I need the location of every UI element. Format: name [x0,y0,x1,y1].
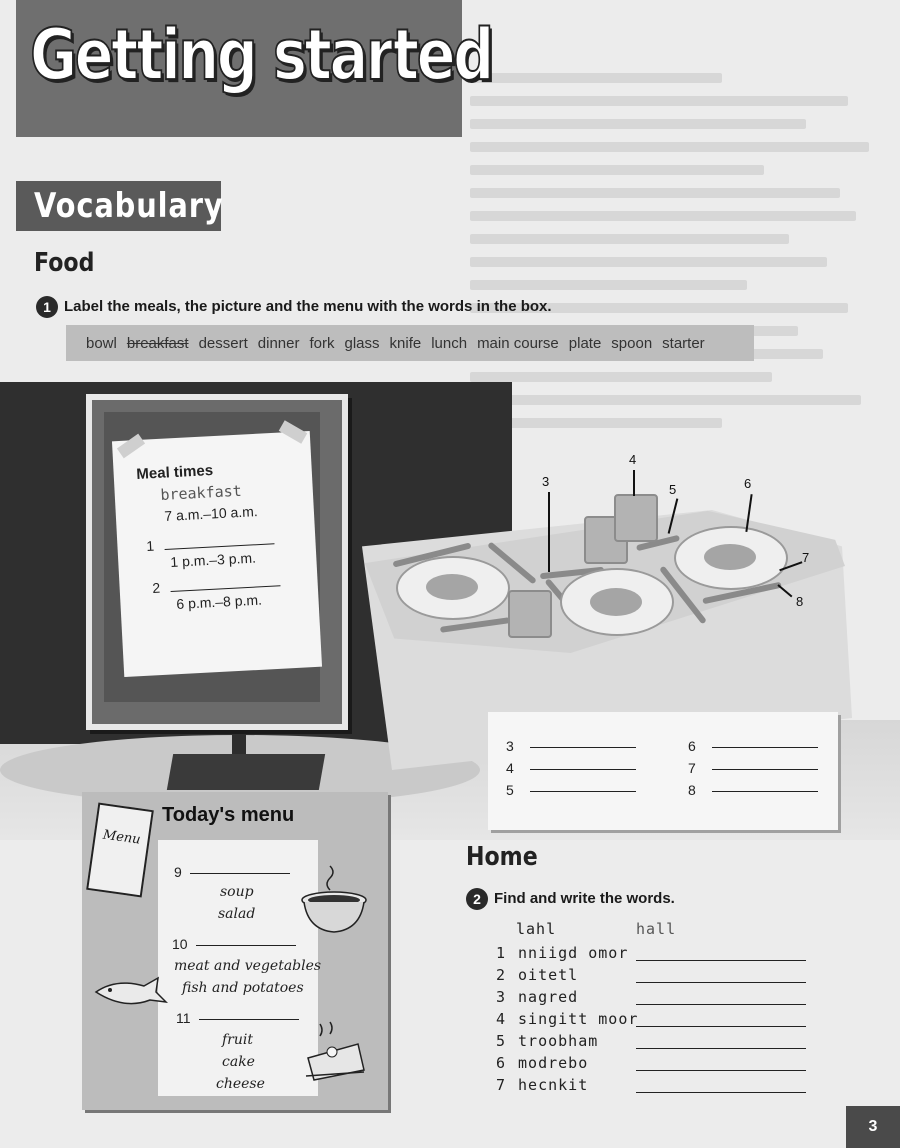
word-list [66,325,754,361]
answer-row [688,760,818,776]
leader-line [548,492,550,572]
page-title: Getting started [30,14,492,96]
picture-label: 7 [802,550,810,565]
answer-blank[interactable] [712,791,818,792]
menu-dish: cheese [216,1076,265,1092]
home-item [496,1010,638,1028]
glass-icon [508,590,552,638]
word-box-item: breakfast [126,334,189,352]
home-heading: Home [466,842,538,872]
instruction-text: Label the meals, the picture and the menu with the words in the box. [64,298,552,316]
leader-line [633,470,635,496]
word-box-item: main course [477,334,559,352]
answer-blank[interactable] [712,769,818,770]
meal-times-title: Meal times [136,461,214,483]
home-item-number: 2 [496,966,507,984]
bowl-icon [704,544,756,570]
picture-label: 6 [744,476,752,491]
answer-blank[interactable] [712,747,818,748]
answer-row [688,738,818,754]
menu-item-number [174,864,290,880]
word-box [66,325,754,361]
home-item-scrambled: oitetl [518,966,579,984]
answer-blank[interactable] [530,747,636,748]
answer-blank[interactable] [190,873,290,874]
word-box-item: knife [389,334,422,352]
menu-title: Today's menu [162,804,295,826]
answer-blank[interactable] [530,791,636,792]
answer-blank[interactable] [636,1048,806,1049]
word-box-item: spoon [611,334,653,352]
board-base [167,754,325,790]
home-item [496,966,578,984]
answer-row [506,738,636,754]
picture-label: 4 [629,452,637,467]
word-box-item: fork [309,334,335,352]
word-box-item: glass [344,334,380,352]
menu-number: 11 [176,1010,191,1026]
word-box-item: bowl [86,334,117,352]
picture-label: 8 [796,594,804,609]
example-answer: hall [636,920,677,938]
exercise-2-instruction [466,888,675,910]
answer-row [688,782,818,798]
answer-number: 7 [688,760,696,776]
answer-number: 4 [506,760,514,776]
answer-number: 6 [688,738,696,754]
answer-row [506,782,636,798]
word-box-item: starter [662,334,705,352]
picture-label: 3 [542,474,550,489]
meal-time-1: 7 a.m.–10 a.m. [164,503,259,524]
bowl-icon [426,574,478,600]
answer-blank[interactable] [636,1092,806,1093]
answer-blank[interactable] [636,960,806,961]
menu-item-number [176,1010,299,1026]
word-box-item: dinner [257,334,300,352]
home-item-scrambled: nagred [518,988,579,1006]
menu-number: 10 [172,936,188,952]
home-item [496,1054,588,1072]
cake-icon [302,1018,368,1086]
home-item [496,988,578,1006]
home-item-number: 1 [496,944,507,962]
fish-icon [92,972,168,1016]
example-scrambled: lahl [516,920,557,938]
food-heading: Food [34,248,95,278]
exercise-number-badge: 2 [466,888,488,910]
meal-item-number: 2 [152,579,161,596]
bleed-through-text [470,60,890,460]
menu-number: 9 [174,864,182,880]
menu-dish: cake [222,1054,255,1070]
answer-number: 5 [506,782,514,798]
answer-row [506,760,636,776]
answer-blank[interactable] [530,769,636,770]
meal-time-3: 6 p.m.–8 p.m. [176,591,263,612]
menu-dish: fish and potatoes [182,980,304,996]
exercise-1-instruction [36,296,552,318]
home-item-scrambled: hecnkit [518,1076,589,1094]
picture-label: 5 [669,482,677,497]
meal-times-example: breakfast [160,481,243,504]
page-number: 3 [846,1106,900,1148]
answer-number: 3 [506,738,514,754]
home-item [496,1076,588,1094]
glass-icon [614,494,658,542]
meal-time-2: 1 p.m.–3 p.m. [170,549,257,570]
instruction-text: Find and write the words. [494,890,675,908]
menu-dish: soup [220,884,254,900]
meal-item-number: 1 [146,537,155,554]
answer-blank[interactable] [636,982,806,983]
menu-item-number [172,936,296,952]
section-title: Vocabulary [34,186,224,226]
menu-book-icon: Menu [86,803,154,898]
home-item [496,1032,598,1050]
word-box-item: plate [568,334,602,352]
home-item-number: 3 [496,988,507,1006]
menu-dish: salad [218,906,256,922]
home-item-scrambled: modrebo [518,1054,589,1072]
answer-blank[interactable] [636,1004,806,1005]
home-item-scrambled: nniigd omor [518,944,629,962]
answer-number: 8 [688,782,696,798]
bowl-icon [590,588,642,616]
menu-dish: meat and vegetables [174,958,322,974]
home-item-scrambled: troobham [518,1032,599,1050]
answer-blank[interactable] [636,1070,806,1071]
soup-bowl-icon [300,862,372,936]
exercise-number-badge: 1 [36,296,58,318]
answer-blank[interactable] [196,945,296,946]
menu-dish: fruit [222,1032,253,1048]
home-item [496,944,628,962]
home-item-number: 5 [496,1032,507,1050]
answer-blank[interactable] [199,1019,299,1020]
word-box-item: lunch [431,334,468,352]
home-item-number: 4 [496,1010,507,1028]
home-item-number: 6 [496,1054,507,1072]
word-box-item: dessert [198,334,248,352]
home-item-number: 7 [496,1076,507,1094]
home-item-scrambled: singitt moor [518,1010,639,1028]
answer-blank[interactable] [636,1026,806,1027]
